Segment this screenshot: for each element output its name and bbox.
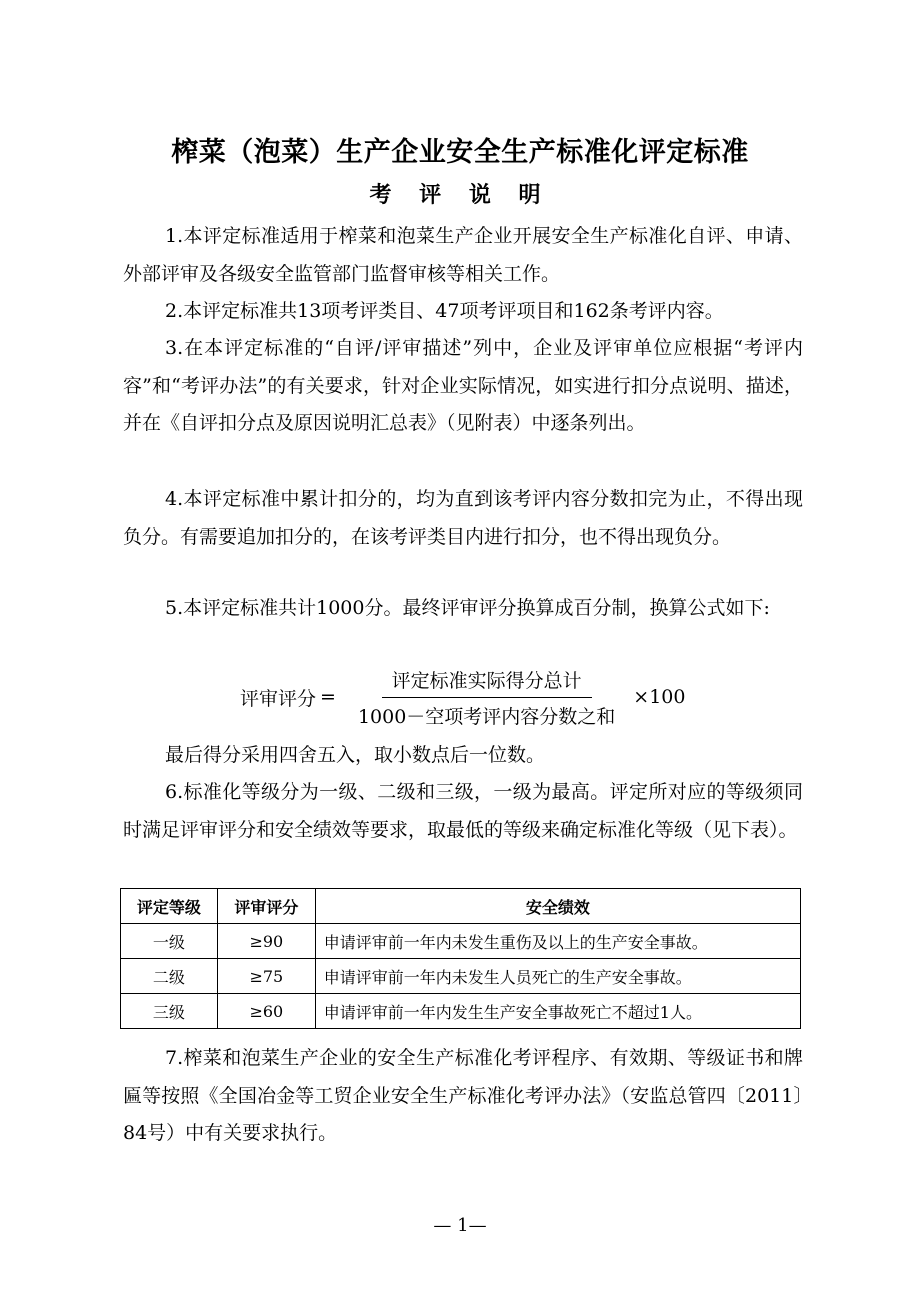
- cell-grade: 三级: [121, 994, 218, 1029]
- paragraph-1: 1.本评定标准适用于榨菜和泡菜生产企业开展安全生产标准化自评、申请、外部评审及各级安全监管部门监督审核等相关工作。: [123, 225, 803, 285]
- header-grade: 评定等级: [121, 889, 218, 924]
- page-number: — 1—: [433, 1215, 487, 1236]
- cell-performance: 申请评审前一年内发生生产安全事故死亡不超过1人。: [315, 994, 800, 1029]
- grade-table: [120, 888, 801, 1029]
- table-header-row: [121, 889, 801, 924]
- paragraph-5: 5.本评定标准共计1000分。最终评审评分换算成百分制，换算公式如下:: [165, 597, 770, 619]
- cell-score: ≥60: [217, 994, 315, 1029]
- paragraph-2: 2.本评定标准共13项考评类目、47项考评项目和162条考评内容。: [165, 300, 724, 322]
- cell-grade: 二级: [121, 959, 218, 994]
- paragraph-7: 7.榨菜和泡菜生产企业的安全生产标准化考评程序、有效期、等级证书和牌匾等按照《全国冶金等工贸企业安全生产标准化考评办法》（安监总管四〔2011〕84号）中有关要求执行。: [123, 1047, 803, 1144]
- formula-equals: =: [320, 686, 336, 708]
- paragraph-6: 6.标准化等级分为一级、二级和三级，一级为最高。评定所对应的等级须同时满足评审评分和安全绩效等要求，取最低的等级来确定标准化等级（见下表）。: [123, 781, 803, 841]
- paragraph-4: 4.本评定标准中累计扣分的，均为直到该考评内容分数扣完为止，不得出现负分。有需要追加扣分的，在该考评类目内进行扣分，也不得出现负分。: [123, 488, 803, 548]
- table-row: [121, 959, 801, 994]
- formula-multiplier: ×100: [633, 686, 686, 708]
- cell-score: ≥90: [217, 924, 315, 959]
- cell-performance: 申请评审前一年内未发生人员死亡的生产安全事故。: [315, 959, 800, 994]
- paragraph-3: 3.在本评定标准的“自评/评审描述”列中，企业及评审单位应根据“考评内容”和“考评办法”的有关要求，针对企业实际情况，如实进行扣分点说明、描述，并在《自评扣分点及原因说明汇总表》（见附表）中逐条列出。: [123, 337, 803, 434]
- table-row: [121, 994, 801, 1029]
- document-title: 榨菜（泡菜）生产企业安全生产标准化评定标准: [171, 137, 749, 168]
- formula-lhs: 评审评分: [240, 687, 317, 710]
- cell-score: ≥75: [217, 959, 315, 994]
- score-formula: [240, 662, 685, 732]
- paragraph-5-after: 最后得分采用四舍五入，取小数点后一位数。: [165, 744, 546, 766]
- header-score: 评审评分: [217, 889, 315, 924]
- cell-performance: 申请评审前一年内未发生重伤及以上的生产安全事故。: [315, 924, 800, 959]
- section-subtitle: 考 评 说 明: [369, 183, 551, 208]
- formula-denominator: 1000－空项考评内容分数之和: [357, 705, 616, 728]
- formula-fraction: [348, 666, 625, 729]
- formula-numerator: 评定标准实际得分总计: [382, 666, 592, 698]
- cell-grade: 一级: [121, 924, 218, 959]
- table-row: [121, 924, 801, 959]
- header-performance: 安全绩效: [315, 889, 800, 924]
